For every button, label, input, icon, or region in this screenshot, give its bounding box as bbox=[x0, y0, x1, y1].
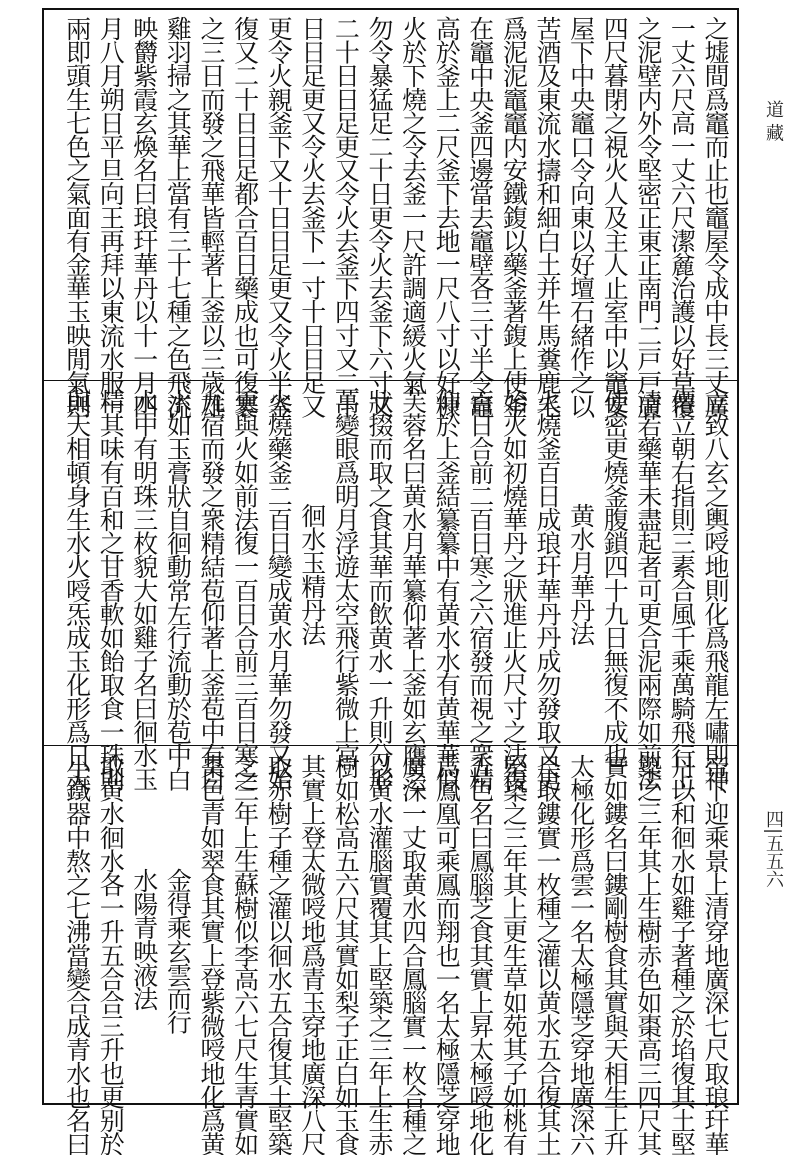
text-column: 棗色青如翠食其實上登紫微㖟地化爲黄 bbox=[197, 754, 226, 1155]
band-divider bbox=[44, 745, 737, 746]
text-column: 始火如初燒華丹之狀進止火尺寸之法復 bbox=[499, 389, 529, 791]
text-column: 火於下燒之令去釜一尺許調適緩火氣 bbox=[398, 16, 428, 394]
text-column: 爲鳳凰可乘鳳而翔也一名太極隱芝穿地 bbox=[432, 754, 462, 1155]
text-column: 黄水月華丹法 bbox=[566, 503, 596, 645]
text-column: 帝下迎乘景上清穿地廣深七尺取琅玕華 bbox=[701, 754, 730, 1155]
text-column: 火燒藥釜二百日變成黄水月華勿發又始 bbox=[264, 389, 294, 791]
margin-top-label: 道 藏 bbox=[763, 100, 784, 142]
page-number: 四|五五六 bbox=[763, 810, 784, 889]
text-column: 更令火親釜下又十日日足更又令火半釜 bbox=[264, 16, 294, 418]
text-column: 丹以和徊水如雞子著種之於埳復其土堅 bbox=[667, 754, 697, 1155]
text-column: 雞羽掃之其華上當有三十七種之色飛流 bbox=[163, 16, 193, 418]
text-band-top bbox=[44, 10, 737, 418]
text-column: 水陽青映液法 bbox=[129, 868, 159, 1010]
text-column: 在竈中央釜四邊當去竈壁各三寸半令竈 bbox=[465, 16, 495, 418]
text-column: 兩即頭生七色之氣面有金華玉映閒氣則 bbox=[62, 16, 92, 418]
text-column: 百日合前二百日寒之六宿發而視之衆精 bbox=[465, 389, 495, 791]
text-column: 使密更燒釜腹鎖四十九日無復不成也 bbox=[600, 389, 630, 767]
text-column: 月八月朔日平旦向王再拜以東流水服一 bbox=[96, 16, 126, 418]
text-column: 高於釜上二尺釜下去地一尺八寸以好糠 bbox=[432, 16, 462, 418]
text-column: 立致八玄之輿㖟地則化爲飛龍左嘯則神 bbox=[701, 389, 730, 791]
text-column: 映欝紫霞玄煥名曰琅玕華丹以十一月四 bbox=[129, 16, 159, 418]
text-column: 四尺暮閉之視火人及主人止室中以竈安 bbox=[600, 16, 630, 418]
text-column: 萬變眼爲明月浮遊太空飛行紫微上宫 bbox=[331, 389, 361, 767]
text-column: 其實上登太微㖟地爲青玉穿地廣深八尺 bbox=[297, 754, 327, 1155]
text-column: 爲泥泥竈竈内安鐵鍑以藥釜著鍑上使釜 bbox=[499, 16, 529, 418]
text-column: 芙蓉名曰黄水月華纂仰著上釜如玄膺之 bbox=[398, 389, 428, 791]
text-column: 僊立朝右指則三素合風千乘萬騎飛行上 bbox=[667, 389, 697, 791]
text-column: 徊水玉精丹法 bbox=[297, 503, 327, 645]
text-column: 九宿而發之衆精結苞仰著上釜苞中有白 bbox=[197, 389, 226, 791]
text-column: 火燒釜百日成琅玕華丹丹成勿發取又更 bbox=[533, 389, 562, 791]
text-column: 日日足更又令火去釜下一寸十日日足又 bbox=[297, 16, 327, 418]
text-band-middle bbox=[44, 383, 737, 791]
text-column: 復又二十日日足都合百日藥成也可復褰 bbox=[230, 16, 260, 418]
text-column: 精其味有百和之甘香軟如飴取食一珠則 bbox=[96, 389, 126, 791]
text-band-bottom bbox=[44, 748, 737, 1155]
text-column: 二十日日足更又令火去釜下四寸又二十 bbox=[331, 16, 361, 418]
text-column: 勿令暴猛足二十日更令火去釜下六寸又 bbox=[365, 16, 394, 418]
text-column: 之三年上生蘇樹似李高六七尺生青實如 bbox=[230, 754, 260, 1155]
text-column: 實如鏤名曰鏤剛樹食其實與天相生上升 bbox=[600, 754, 630, 1155]
text-column: 築之三年其上生樹赤色如棗高三四尺其 bbox=[633, 754, 663, 1155]
text-column: 清若藥華未盡起者可更合泥兩際如前法 bbox=[633, 389, 663, 791]
text-column: 屋下中央竈口令向東以好壇石緒作之以 bbox=[566, 16, 596, 418]
text-column: 堅築之三年其上更生草如苑其子如桃有 bbox=[499, 754, 529, 1155]
text-column: 樹如松高五六尺其實如梨子正白如玉食 bbox=[331, 754, 361, 1155]
text-column: 更與火如前法復一百日合前三百日寒之 bbox=[230, 389, 260, 791]
text-column: 五色名曰鳳腦芝食其實上昇太極㖟地化 bbox=[465, 754, 495, 1155]
text-column: 苦酒及東流水擣和細白土并牛馬糞鹿毛 bbox=[533, 16, 562, 418]
text-column: 狀掇而取之食其華而飲黄水一升則分形 bbox=[365, 389, 394, 791]
text-column: 與天相頓身生水火㖟炁成玉化形爲日天 bbox=[62, 389, 92, 791]
text-column: 太極化形爲雲一名太極隱芝穿地廣深六 bbox=[566, 754, 596, 1155]
text-column: 一丈六尺高一丈六尺潔麄治護以好草覆 bbox=[667, 16, 697, 418]
text-column: 水如玉膏狀自徊動常左行流動於苞中白 bbox=[163, 389, 193, 791]
text-column: 以黄水灌腦實覆其上堅築之三年上生赤 bbox=[365, 754, 394, 1155]
text-column: 之泥壁内外令堅密正東正南門二戸戸廣 bbox=[633, 16, 663, 418]
text-column: 尺取鏤實一枚種之灌以黄水五合復其土 bbox=[533, 754, 562, 1155]
text-frame bbox=[42, 8, 739, 1155]
text-column: 廣深一丈取黄水四合鳳腦實一枚合種之 bbox=[398, 754, 428, 1155]
text-column: 取黄水徊水各一升五合合三升也更别於 bbox=[96, 754, 126, 1155]
text-column: 之三日而發之飛華皆輕著上釜以三歲雄 bbox=[197, 16, 226, 418]
text-column: 金得乘玄雲而行 bbox=[163, 868, 193, 1034]
text-column: 之墟間爲竈而止也竈屋令成中長三丈廣 bbox=[701, 16, 730, 418]
text-column: 小鐵器中熬之七沸當變合成青水也名曰 bbox=[62, 754, 92, 1155]
text-column: 仰於上釜結纂纂中有黄水水有黄華華似 bbox=[432, 389, 462, 791]
text-column: 取赤樹子種之灌以徊水五合復其土堅築 bbox=[264, 754, 294, 1155]
band-divider bbox=[44, 380, 737, 381]
text-column: 水中有明珠三枚貌大如雞子名曰徊水玉 bbox=[129, 389, 159, 791]
